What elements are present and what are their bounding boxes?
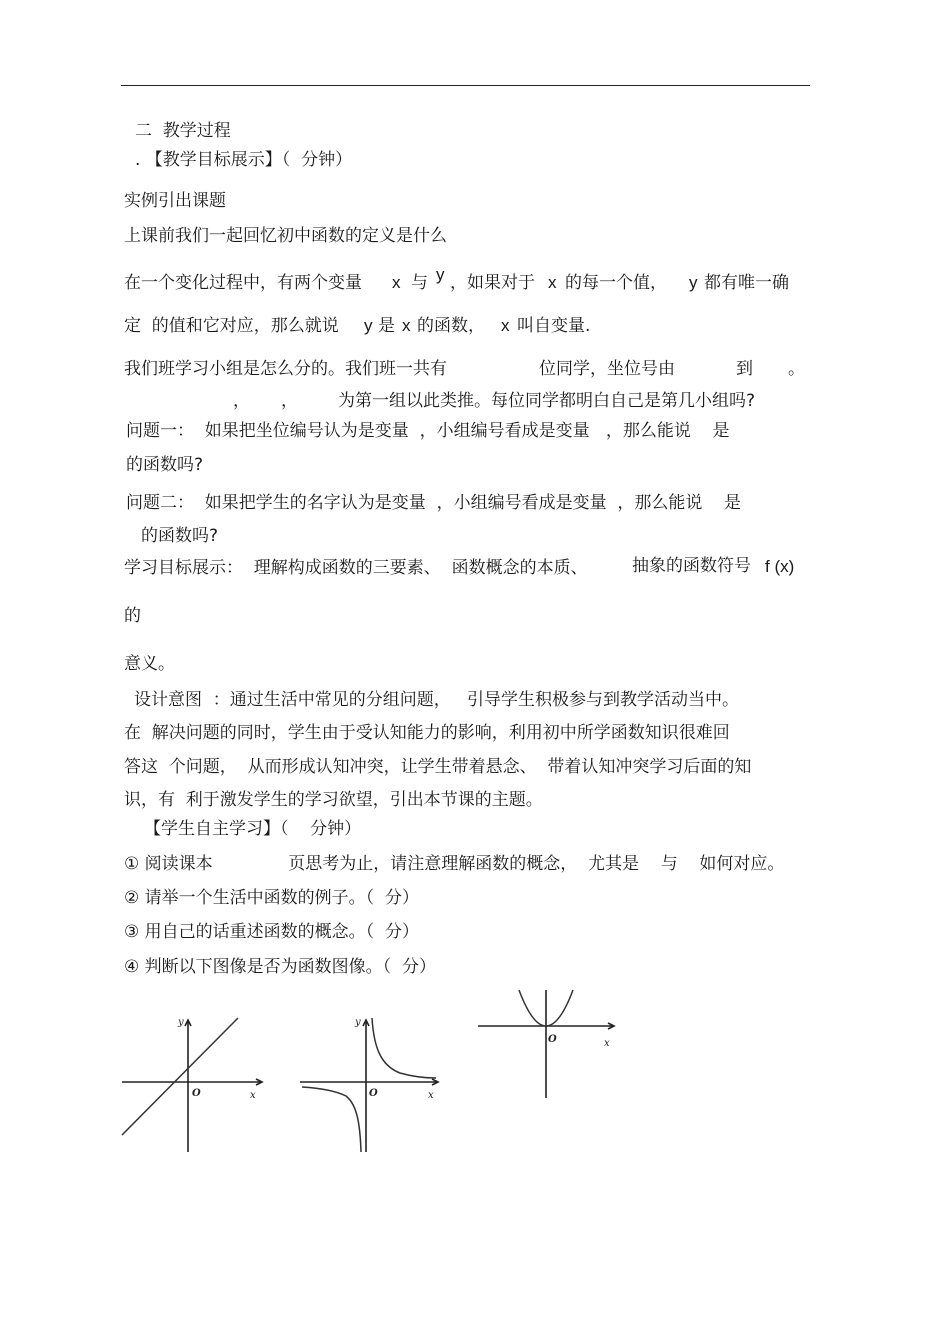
function-curve: [302, 1087, 361, 1152]
variable-x: x: [392, 273, 401, 292]
goals-line2: 的: [124, 606, 141, 626]
design-line4: 识，有 利于激发学生的学习欲望，引出本节课的主题。: [124, 790, 543, 810]
y-axis-label: y: [178, 1017, 184, 1028]
header-rule: [121, 85, 810, 86]
group-comma: ，: [233, 391, 250, 411]
x-axis-label: x: [250, 1090, 256, 1101]
x-axis-label: x: [604, 1038, 610, 1049]
variable-y: y: [689, 273, 698, 292]
definition-line1-c: 的每一个值，: [565, 273, 667, 293]
variable-x: x: [402, 316, 411, 335]
definition-line2-b: 是: [378, 316, 395, 336]
recall-text: 上课前我们一起回忆初中函数的定义是什么: [124, 226, 447, 246]
variable-y: y: [364, 316, 373, 335]
goals-line1-a: 学习目标展示： 理解构成函数的三要素、 函数概念的本质、: [124, 558, 588, 578]
definition-line1-a: 在一个变化过程中，有两个变量: [124, 273, 362, 293]
section-heading: 二 教学过程: [135, 121, 231, 141]
graph-line: [118, 1012, 268, 1157]
self-study-item2: ② 请举一个生活中函数的例子。（ 分）: [124, 888, 419, 908]
self-study-item3: ③ 用自己的话重述函数的概念。（ 分）: [124, 922, 419, 942]
definition-line2-a: 定 的值和它对应，那么就说: [124, 316, 339, 336]
question2-line2: 的函数吗?: [141, 526, 219, 546]
design-line2: 在 解决问题的同时，学生由于受认知能力的影响，利用初中所学函数知识很难回: [124, 723, 730, 743]
definition-line1-b: ，如果对于: [450, 273, 535, 293]
function-curve: [122, 1018, 238, 1135]
group-comma: ，: [281, 391, 298, 411]
question1-line2: 的函数吗?: [126, 455, 204, 475]
group-line2-text: 为第一组以此类推。每位同学都明白自己是第几小组吗?: [338, 391, 756, 411]
definition-line2-c: 的函数，: [417, 316, 485, 336]
group-line1-b: 位同学，坐位号由: [539, 359, 675, 379]
graph-hyperbola: [296, 1012, 444, 1157]
self-study-heading: 【学生自主学习】（ 分钟）: [144, 819, 362, 839]
variable-y: y: [436, 265, 445, 284]
variable-x: x: [548, 273, 557, 292]
definition-line1-d: 都有唯一确: [704, 273, 789, 293]
question2-line1: 问题二： 如果把学生的名字认为是变量 ，小组编号看成是变量 ，那么能说 是: [126, 493, 742, 513]
subheading: 实例引出课题: [124, 191, 226, 211]
origin-label: O: [548, 1034, 557, 1045]
goals-line1-b: 抽象的函数符号: [632, 556, 751, 576]
self-study-item4: ④ 判断以下图像是否为函数图像。（ 分）: [124, 957, 436, 977]
y-axis-label: y: [355, 1017, 361, 1028]
graph-parabola: [474, 986, 622, 1104]
variable-x: x: [501, 316, 510, 335]
goals-line3: 意义。: [124, 654, 175, 674]
self-study-item1: ① 阅读课本 页思考为止，请注意理解函数的概念， 尤其是 与 如何对应。: [124, 854, 785, 874]
origin-label: O: [192, 1088, 201, 1099]
function-curve: [372, 1018, 436, 1078]
question1-line1: 问题一： 如果把坐位编号认为是变量 ，小组编号看成是变量 ，那么能说 是: [126, 421, 730, 441]
objective-heading: . 【教学目标展示】（ 分钟）: [135, 150, 353, 170]
design-line1: 设计意图 ：通过生活中常见的分组问题， 引导学生积极参与到教学活动当中。: [134, 690, 740, 710]
origin-label: O: [369, 1088, 378, 1099]
group-line1-d: 。: [788, 359, 805, 379]
function-notation: f (x): [765, 557, 795, 576]
group-line1-c: 到: [736, 359, 753, 379]
x-axis-label: x: [428, 1090, 434, 1101]
design-line3: 答这 个问题， 从而形成认知冲突，让学生带着悬念、 带着认知冲突学习后面的知: [124, 757, 752, 777]
group-line1-a: 我们班学习小组是怎么分的。我们班一共有: [124, 359, 447, 379]
definition-line2-d: 叫自变量.: [517, 316, 591, 336]
definition-yu: 与: [411, 273, 428, 293]
